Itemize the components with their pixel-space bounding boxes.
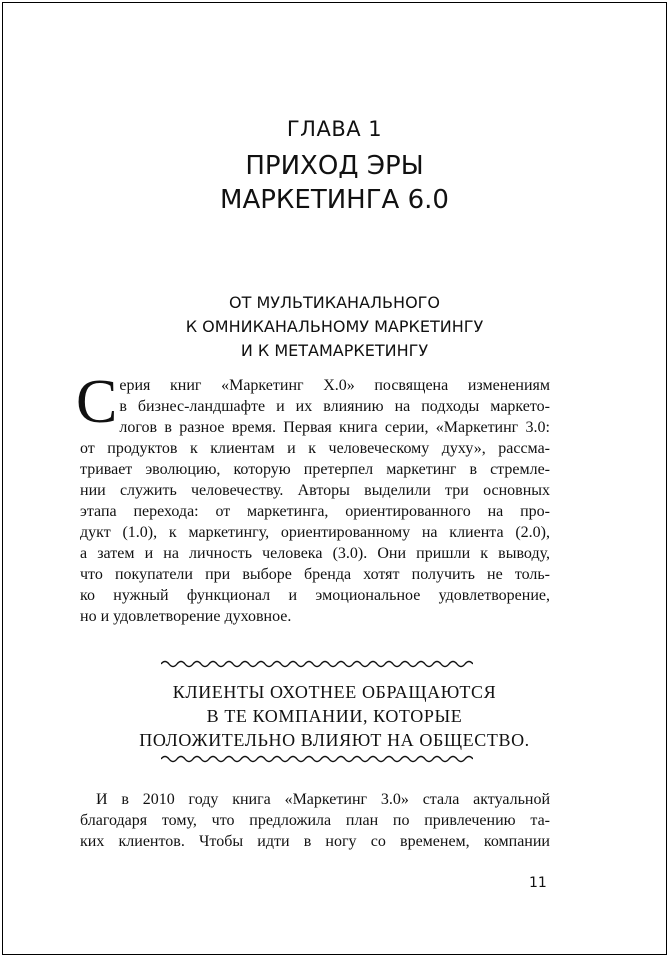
text-line: благодаря тому, что предложила план по привлечению та- <box>80 812 550 829</box>
chapter-title-line: ПРИХОД ЭРЫ <box>245 151 424 181</box>
pull-quote-line: ПОЛОЖИТЕЛЬНО ВЛИЯЮТ НА ОБЩЕСТВО. <box>139 730 530 750</box>
section-heading-line: И К МЕТАМАРКЕТИНГУ <box>240 341 429 360</box>
text-line: тривает эволюцию, которую претерпел маркетинг в стремле- <box>80 461 550 478</box>
text-line: а затем и на личность человека (3.0). Они пришли к выводу, <box>80 545 550 562</box>
pull-quote-line: КЛИЕНТЫ ОХОТНЕЕ ОБРАЩАЮТСЯ <box>172 682 497 702</box>
wavy-divider-bottom <box>161 753 473 765</box>
page-number: 11 <box>529 875 547 891</box>
text-line: но и удовлетворение духовное. <box>80 608 292 625</box>
text-line: нии служить человечеству. Авторы выделили три основных <box>80 482 550 499</box>
text-line: ерия книг «Маркетинг X.0» посвящена изменениям <box>119 377 550 394</box>
wavy-divider-top <box>161 658 473 670</box>
text-line: И в 2010 году книга «Маркетинг 3.0» стала актуальной <box>96 791 550 808</box>
chapter-title <box>3 149 666 217</box>
text-line: от продуктов к клиентам и к человеческому духу», рассма- <box>80 440 550 457</box>
pull-quote-line: В ТЕ КОМПАНИИ, КОТОРЫЕ <box>206 706 463 726</box>
text-line: этапа перехода: от маркетинга, ориентированного на про- <box>80 503 550 520</box>
paragraph-2 <box>80 789 550 852</box>
chapter-title-line: МАРКЕТИНГА 6.0 <box>220 185 449 215</box>
section-heading-line: ОТ МУЛЬТИКАНАЛЬНОГО <box>228 293 441 312</box>
text-line: логов в разное время. Первая книга серии, «Маркетинг 3.0: <box>119 419 550 436</box>
text-line: что покупатели при выборе бренда хотят получить не толь- <box>80 566 550 583</box>
pull-quote <box>3 680 666 752</box>
section-heading-line: К ОМНИКАНАЛЬНОМУ МАРКЕТИНГУ <box>185 317 484 336</box>
book-page <box>2 2 667 955</box>
section-heading <box>3 291 666 363</box>
text-line: в бизнес-ландшафте и их влиянию на подходы маркето- <box>119 398 550 415</box>
drop-cap: С <box>76 368 118 436</box>
paragraph-1 <box>76 368 550 627</box>
chapter-label: ГЛАВА 1 <box>286 117 383 141</box>
text-line: ких клиентов. Чтобы идти в ногу со временем, компании <box>80 833 550 850</box>
text-line: ко нужный функционал и эмоциональное удовлетворение, <box>80 587 550 604</box>
text-line: дукт (1.0), к маркетингу, ориентированному на клиента (2.0), <box>80 524 550 541</box>
